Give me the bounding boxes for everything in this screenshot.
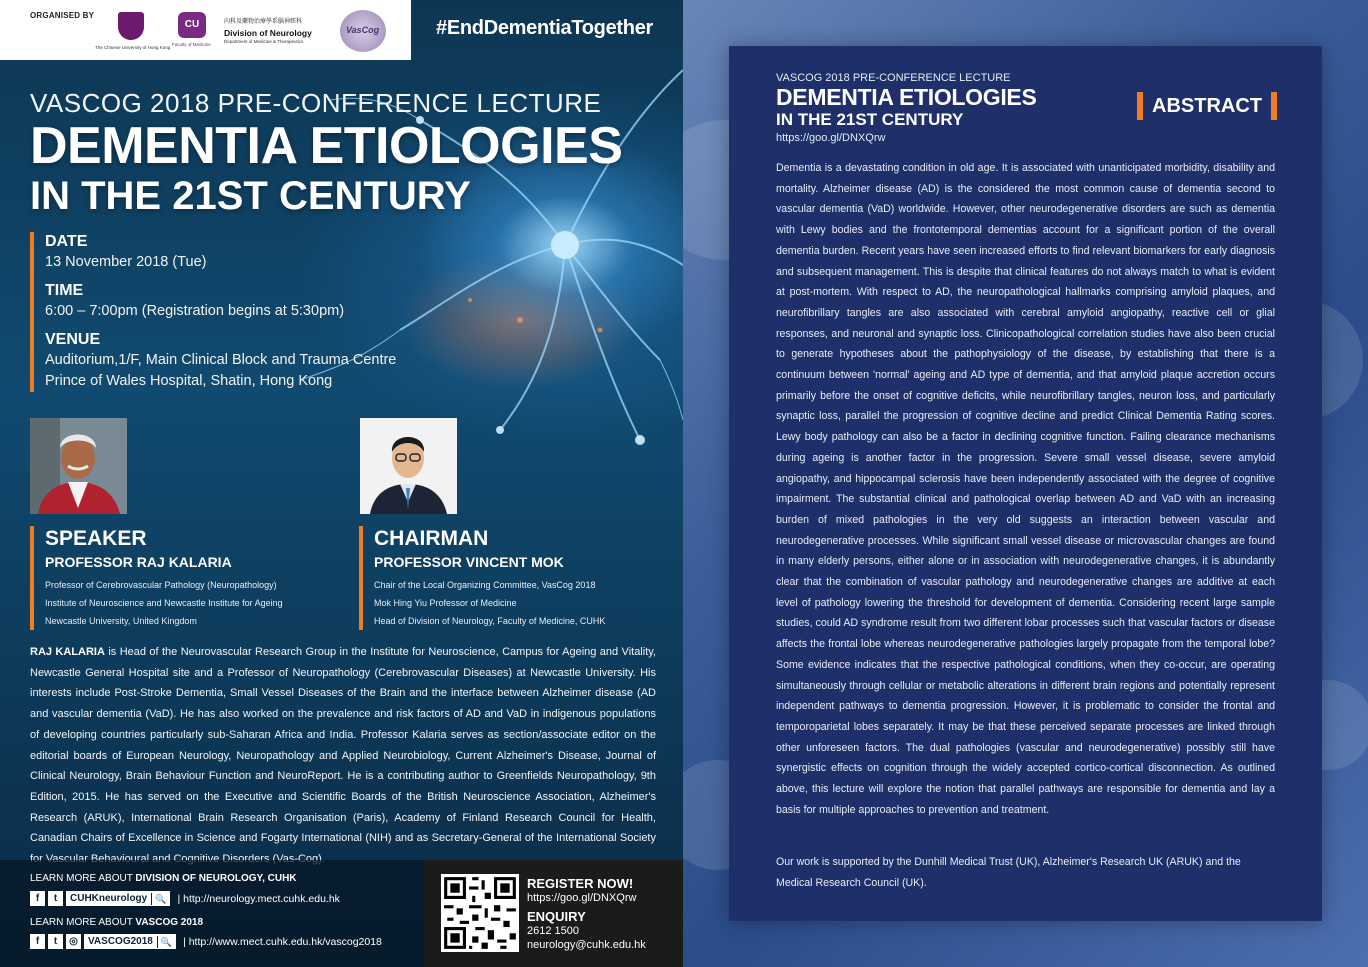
venue-value bbox=[45, 350, 396, 392]
abstract-kicker: VASCOG 2018 PRE-CONFERENCE LECTURE bbox=[776, 72, 1011, 84]
vascog-social-row bbox=[30, 934, 382, 949]
neurology-handle[interactable] bbox=[66, 891, 170, 906]
speaker-affiliation-line: Professor of Cerebrovascular Pathology (Neuropathology) bbox=[45, 580, 277, 590]
neurology-division-name: Division of Neurology bbox=[224, 28, 312, 38]
funding-note: Our work is supported by the Dunhill Medical Trust (UK), Alzheimer's Research UK (ARUK) and the Medical Research Council (UK). bbox=[776, 856, 1241, 889]
speaker-biography bbox=[30, 642, 656, 870]
qr-code[interactable] bbox=[441, 874, 519, 952]
lecture-kicker: VASCOG 2018 PRE-CONFERENCE LECTURE bbox=[30, 88, 602, 118]
search-icon: 🔍 bbox=[151, 893, 166, 905]
handle-text: VASCOG2018 bbox=[88, 935, 153, 947]
chairman-affiliation-line: Mok Hing Yiu Professor of Medicine bbox=[374, 598, 517, 608]
handle-text: CUHKneurology bbox=[70, 892, 148, 904]
neurology-url[interactable]: | http://neurology.mect.cuhk.edu.hk bbox=[177, 892, 340, 905]
abstract-title-line2: IN THE 21ST CENTURY bbox=[776, 110, 964, 129]
facebook-icon[interactable]: f bbox=[30, 891, 45, 906]
enquiry-label: ENQUIRY bbox=[527, 909, 586, 924]
cuhk-logo bbox=[118, 12, 144, 40]
vascog-logo-text: VasCog bbox=[346, 25, 380, 35]
twitter-icon[interactable]: t bbox=[48, 934, 63, 949]
cu-medicine-logo: CU bbox=[178, 12, 206, 38]
lecture-title-line2: IN THE 21ST CENTURY bbox=[30, 174, 471, 218]
abstract-register-link[interactable]: https://goo.gl/DNXQrw bbox=[776, 132, 886, 144]
neurology-social-row bbox=[30, 891, 340, 906]
speaker-role: SPEAKER bbox=[45, 527, 147, 550]
speaker-affiliation-line: Institute of Neuroscience and Newcastle Institute for Ageing bbox=[45, 598, 283, 608]
time-label: TIME bbox=[45, 282, 84, 299]
speaker-name: PROFESSOR RAJ KALARIA bbox=[45, 554, 232, 570]
venue-line1: Auditorium,1/F, Main Clinical Block and Trauma Centre bbox=[45, 352, 397, 368]
learn-more-prefix: LEARN MORE ABOUT bbox=[30, 873, 136, 884]
event-poster-panel bbox=[0, 0, 683, 967]
bio-name: RAJ KALARIA bbox=[30, 646, 105, 658]
date-value: 13 November 2018 (Tue) bbox=[45, 254, 207, 270]
learn-more-vascog bbox=[30, 917, 203, 928]
speaker-affiliation-line: Newcastle University, United Kingdom bbox=[45, 616, 197, 626]
learn-more-prefix: LEARN MORE ABOUT bbox=[30, 917, 136, 928]
register-link[interactable]: https://goo.gl/DNXQrw bbox=[527, 892, 637, 904]
instagram-icon[interactable]: ◎ bbox=[66, 934, 81, 949]
event-details bbox=[30, 232, 396, 392]
abstract-title-line1: DEMENTIA ETIOLOGIES bbox=[776, 84, 1037, 110]
neurology-chinese-name: 內科及藥物治療學系腦神經科 bbox=[224, 19, 303, 25]
neurology-department: Department of Medicine & Therapeutics bbox=[224, 39, 304, 44]
organised-by-label: ORGANISED BY bbox=[30, 11, 95, 20]
facebook-icon[interactable]: f bbox=[30, 934, 45, 949]
learn-more-target: DIVISION OF NEUROLOGY, CUHK bbox=[135, 873, 297, 884]
vascog-logo bbox=[340, 10, 386, 52]
registration-box bbox=[424, 860, 683, 967]
speaker-photo bbox=[30, 418, 127, 514]
abstract-panel bbox=[683, 0, 1368, 967]
date-label: DATE bbox=[45, 233, 88, 250]
bio-text: is Head of the Neurovascular Research Group in the Institute for Neuroscience, Campus for Ageing and Vitality, Newcastle General Hospital site and a Professor of Neuropathology (Cerebrovascular Diseases) at Newcastle University. His interests include Post-Stroke Dementia, Small Vessel Diseases of the Brain and the interface between Alzheimer disease (AD and vascular dementia (VaD). He has also worked on the prevalence and risk factors of AD and VaD in indigenous populations of developing countries particularly sub-Saharan Africa and India. Professor Kalaria serves as section/associate editor on the editorial boards of European Neurology, Neuropathology and Applied Neurobiology, Current Alzheimer's Disease, Journal of Clinical Neurology, Brain Behaviour Function and NeuroReport. He is a contributing author to Greenfields Neuropathology, 9th Edition, 2015. He has served on the Executive and Scientific Boards of the British Neuroscience Association, Alzheimer's Research (ARUK), International Brain Research Organisation (Paris), Academy of Finland Research Council for Health, Canadian Chairs of Excellence in Science and Fogarty International (NIH) and as Secretary-General of the International Society bbox=[30, 646, 656, 845]
chairman-role: CHAIRMAN bbox=[374, 527, 489, 550]
enquiry-email[interactable]: neurology@cuhk.edu.hk bbox=[527, 939, 646, 951]
learn-more-target: VASCOG 2018 bbox=[135, 917, 204, 928]
search-icon: 🔍 bbox=[157, 936, 172, 948]
abstract-card bbox=[729, 46, 1322, 921]
enquiry-phone[interactable]: 2612 1500 bbox=[527, 925, 579, 937]
learn-more-neurology bbox=[30, 873, 297, 884]
register-label: REGISTER NOW! bbox=[527, 876, 634, 891]
chairman-photo bbox=[360, 418, 457, 514]
twitter-icon[interactable]: t bbox=[48, 891, 63, 906]
chairman-name: PROFESSOR VINCENT MOK bbox=[374, 554, 564, 570]
chairman-details bbox=[359, 526, 605, 630]
chairman-affiliation-line: Head of Division of Neurology, Faculty of Medicine, CUHK bbox=[374, 616, 606, 626]
vascog-handle[interactable] bbox=[84, 934, 176, 949]
venue-line2: Prince of Wales Hospital, Shatin, Hong Kong bbox=[45, 373, 333, 389]
lecture-title-line1: DEMENTIA ETIOLOGIES bbox=[30, 117, 623, 175]
venue-label: VENUE bbox=[45, 331, 101, 348]
campaign-hashtag: #EndDementiaTogether bbox=[436, 17, 653, 39]
speaker-details bbox=[30, 526, 283, 630]
cu-medicine-caption: Faculty of Medicine bbox=[172, 42, 211, 47]
abstract-heading: ABSTRACT bbox=[1137, 92, 1277, 120]
organiser-logo-bar bbox=[0, 0, 411, 60]
time-value: 6:00 – 7:00pm (Registration begins at 5:30pm) bbox=[45, 303, 345, 319]
cuhk-caption: The Chinese University of Hong Kong bbox=[95, 45, 171, 50]
vascog-url[interactable]: | http://www.mect.cuhk.edu.hk/vascog2018 bbox=[183, 935, 382, 948]
chairman-affiliation-line: Chair of the Local Organizing Committee, VasCog 2018 bbox=[374, 580, 596, 590]
abstract-body: Dementia is a devastating condition in old age. It is associated with unanticipated morbidity, disability and mortality. Alzheimer disease (AD) is the considered the most common cause of dementia second to vascular dementia (VaD) worldwide. However, other neurodegenerative disorders are such as dementia with Lewy bodies and the frontotemporal dementias account for a significant portion of the overall dementia burden. Recent years have seen increased efforts to find relevant biomarkers for early diagnosis and subsequent management. This is despite that clinical features do not always match to what is evident at post-mortem. With respect to AD, the neuropathological hallmarks comprising amyloid plaques, and neurofibrillary tangles are also associated with cerebral amyloid angiopathy, reactive cell or glial responses, and neuronal and synaptic loss. Clinicopathological correlation studies have also been crucial to generate hypotheses about the pathophysiology of the disease, by establishing that there is a continuum between 'normal' ageing and AD type of dementia, and that amyloid plaque accretion occurs primarily before the onset of cognitive deficits, while neurofibrillary tangles, neuron loss, and particularly synaptic loss, parallel the progression of cognitive decline and predict Clinical Dementia Rating scores. Lewy body pathology can also be a factor in declining cognitive function. Failing clearance mechanisms during ageing is another factor in the progression. Severe small vessel disease, severe amyloid angiopathy, and hippocampal sclerosis have been independently associated with the degree of cognitive impairment. The substantial clinical and pathological overlap between AD and VaD with an increasing burden of mixed pathologies in the very old suggests an interaction between vascular and neurodegenerative processes. While significant small vessel disease or microvascular changes are found in many elderly persons, either alone or in association with neurodegenerative changes, it is abundantly clear that the combination of vascular pathology and neurodegenerative changes are additive at each level of pathology lowering the threshold for development of dementia. Considering recent large sample studies, could AD syndrome result from two different lobar processes such that vascular factors or disease affects the frontal lobe whereas neurodegenerative pathologies largely propagate from the temporal lobe? Some evidence indicates that the respective pathological conditions, when they co-occur, are operating simultaneously through cellular or metabolic alterations in different brain regions and potentially represent independent pathways to dementia progression. However, it is problematic to consider the frontal and temporoparietal lobes separately. It may be that these perceived separate processes are linked through other unforeseen factors. The dual pathologies (vascular and neurodegenerative) possibly still have synergistic effects on cognition through the widely accepted cortico-cortical disconnection. As outlined above, this lecture will explore the notion that parallel pathways are responsible for dementia and lay a basis for multiple approaches to prevention and treatment. bbox=[776, 162, 1275, 816]
